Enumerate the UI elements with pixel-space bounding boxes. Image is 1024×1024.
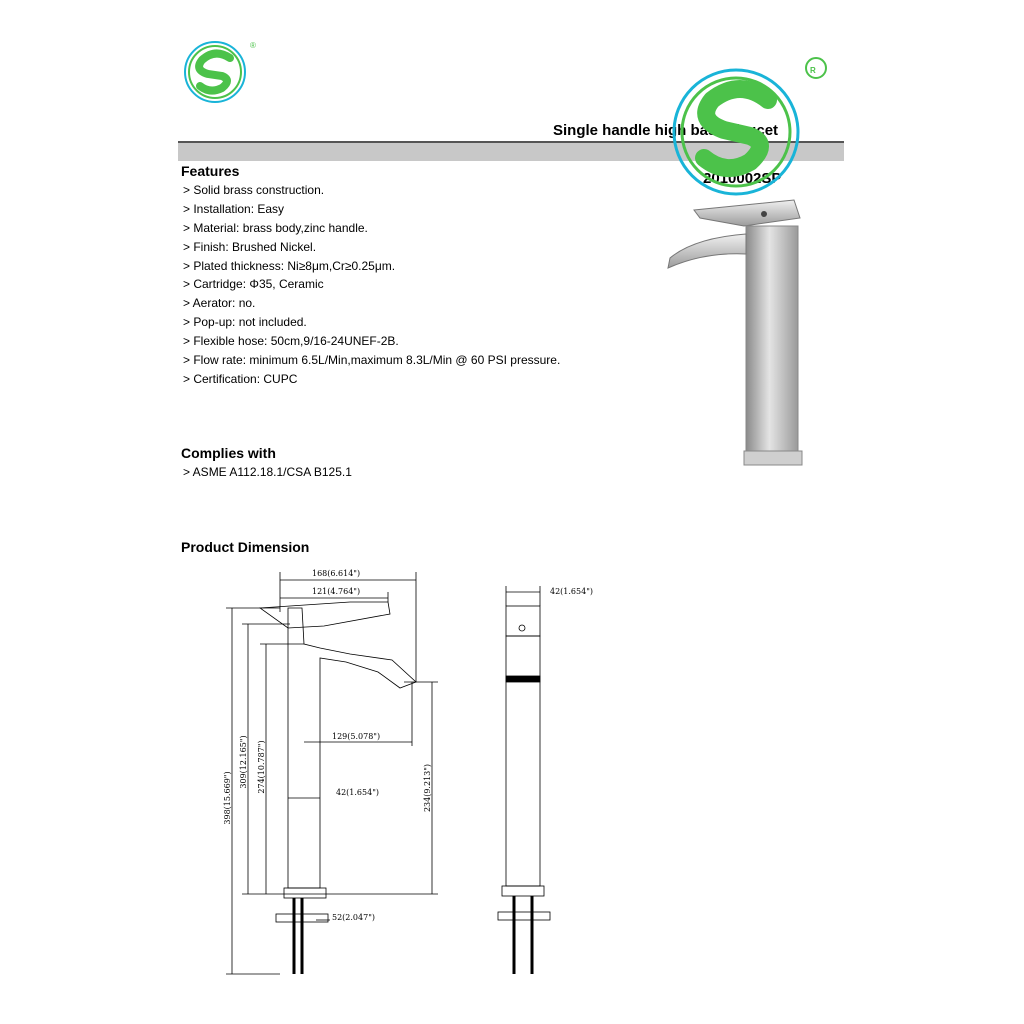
features-heading: Features	[181, 163, 240, 179]
dim-outlet-height: 234(9.213")	[423, 763, 432, 813]
feature-item: > Flexible hose: 50cm,9/16-24UNEF-2B.	[183, 334, 399, 349]
dim-body-width: 42(1.654")	[336, 788, 380, 797]
dimension-drawing	[220, 562, 620, 982]
feature-item: > Aerator: no.	[183, 296, 256, 311]
dim-spout-reach: 129(5.078")	[332, 732, 381, 741]
feature-item: > Material: brass body,zinc handle.	[183, 220, 368, 235]
feature-item: > Solid brass construction.	[183, 183, 325, 197]
feature-item: > Plated thickness: Ni≥8μm,Cr≥0.25μm.	[183, 258, 396, 273]
model-number: 2010002SP	[703, 170, 782, 187]
dim-handle-width: 121(4.764")	[312, 587, 361, 596]
registered-mark: ®	[250, 41, 256, 50]
feature-item: > Pop-up: not included.	[183, 315, 307, 330]
feature-item: > Flow rate: minimum 6.5L/Min,maximum 8.3L/Min @ 60 PSI pressure.	[183, 353, 561, 368]
dim-handle-height: 309(12.165")	[239, 735, 248, 789]
faucet-product-image	[664, 196, 814, 471]
brand-logo-large	[668, 50, 828, 200]
dim-overall-width: 168(6.614")	[312, 569, 361, 578]
dimension-heading: Product Dimension	[181, 539, 310, 555]
complies-heading: Complies with	[181, 445, 276, 461]
page-title: Single handle high basin faucet	[553, 122, 779, 139]
dim-total-height: 398(15.669")	[223, 771, 232, 825]
feature-item: > Cartridge: Φ35, Ceramic	[183, 277, 324, 292]
dim-spout-height: 274(10.787")	[257, 740, 266, 794]
dim-side-width: 42(1.654")	[550, 587, 594, 596]
complies-item: > ASME A112.18.1/CSA B125.1	[183, 465, 352, 479]
feature-item: > Certification: CUPC	[183, 371, 298, 386]
dim-shank: 52(2.047")	[332, 913, 376, 922]
registered-mark-large: R	[810, 66, 816, 75]
features-list	[183, 181, 560, 389]
brand-logo	[182, 34, 266, 106]
feature-item: > Finish: Brushed Nickel.	[183, 239, 317, 254]
feature-item: > Installation: Easy	[183, 201, 285, 216]
